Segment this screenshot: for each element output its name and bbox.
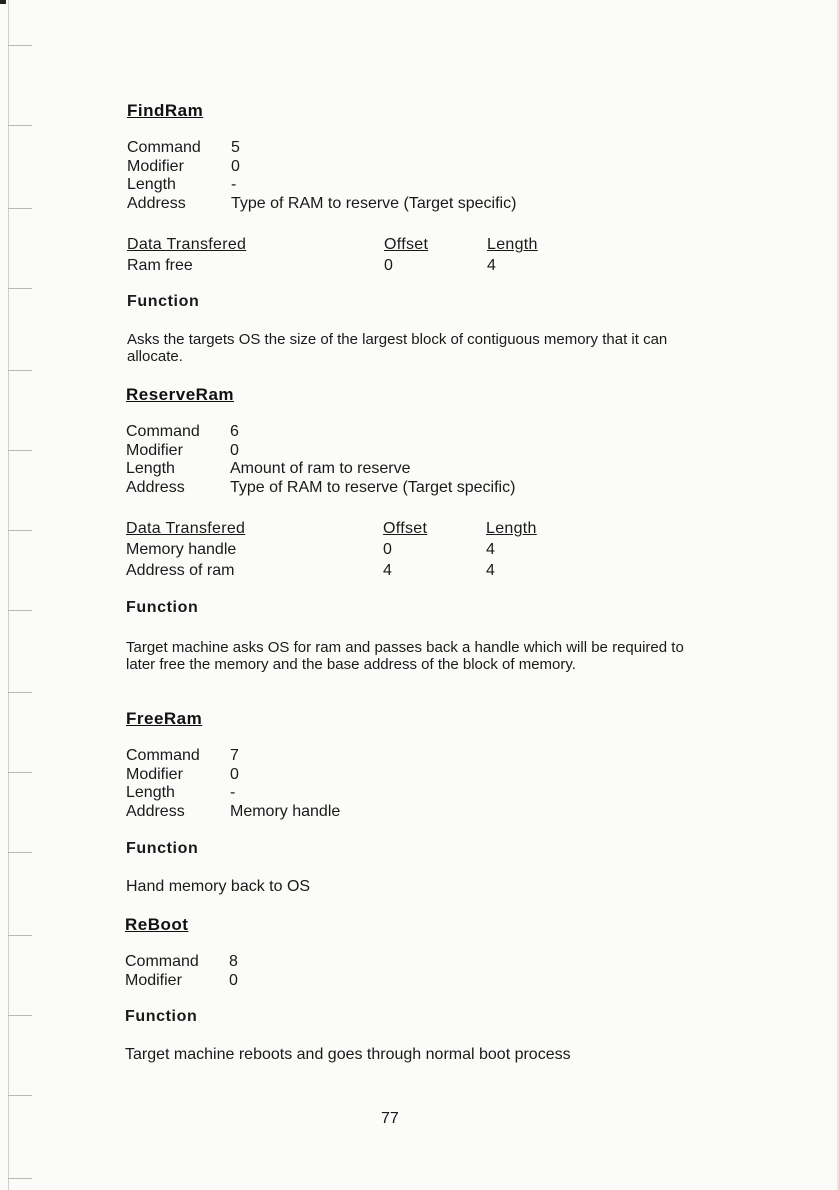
data-table-row [126,539,566,560]
cell-name: Address of ram [126,562,235,579]
header-offset: Offset [384,236,429,253]
param-value: 0 [229,971,238,989]
param-row [127,195,516,214]
header-length: Length [487,236,538,253]
margin-tick [8,125,32,126]
param-row [126,460,515,479]
margin-tick [8,935,32,936]
param-value: 7 [230,747,239,764]
header-offset: Offset [383,520,428,537]
param-row [125,972,238,991]
reserveram-description: Target machine asks OS for ram and passes back a handle which will be required to later free the memory and the base address of the block of memory. [126,639,684,673]
param-key: Address [126,478,185,496]
freeram-function-heading: Function [126,840,199,857]
param-key: Modifier [126,441,183,459]
param-row [126,442,515,461]
param-value: - [231,176,237,193]
param-row [126,747,340,766]
cell-length: 4 [486,541,495,558]
margin-tick [8,692,32,693]
cell-length: 4 [486,562,495,579]
margin-tick [8,288,32,289]
reboot-params [125,953,238,990]
findram-data-table [127,234,567,276]
param-row [126,784,340,803]
reserveram-params [126,423,515,497]
param-key: Command [125,953,199,970]
margin-tick [8,530,32,531]
data-table-row [127,255,567,276]
param-value: 0 [230,765,239,783]
reserveram-function-heading: Function [126,599,199,616]
freeram-title: FreeRam [126,709,203,728]
param-key: Address [127,194,186,212]
findram-description: Asks the targets OS the size of the largest block of contiguous memory that it can allocate. [127,331,668,365]
findram-title: FindRam [127,101,204,120]
freeram-params [126,747,340,821]
param-row [127,176,516,195]
param-value: 6 [230,423,239,440]
cell-length: 4 [487,257,496,274]
corner-mark [0,0,6,4]
binder-margin-line [8,0,9,1190]
param-row [127,139,516,158]
param-key: Length [126,460,175,477]
findram-params [127,139,516,213]
param-key: Command [126,747,200,764]
margin-tick [8,208,32,209]
param-key: Length [127,176,176,193]
param-value: Type of RAM to reserve (Target specific) [231,194,517,212]
param-row [126,803,340,822]
param-value: - [230,784,236,801]
param-value: 5 [231,139,240,156]
data-table-header [127,234,567,255]
param-row [127,158,516,177]
data-table-header [126,518,566,539]
header-data-transfered: Data Transfered [126,520,246,537]
param-value: Type of RAM to reserve (Target specific) [230,478,516,496]
param-key: Modifier [127,157,184,175]
margin-tick [8,1178,32,1179]
param-row [126,423,515,442]
param-value: Amount of ram to reserve [230,460,411,477]
param-key: Length [126,784,175,801]
cell-offset: 4 [383,562,392,579]
param-value: 0 [231,157,240,175]
freeram-description: Hand memory back to OS [126,878,311,895]
header-length: Length [486,520,537,537]
param-key: Command [126,423,200,440]
param-key: Modifier [126,765,183,783]
margin-tick [8,450,32,451]
margin-tick [8,370,32,371]
data-table-row [126,560,566,581]
margin-tick [8,610,32,611]
param-key: Modifier [125,971,182,989]
param-row [126,766,340,785]
margin-tick [8,852,32,853]
param-key: Command [127,139,201,156]
margin-tick [8,1095,32,1096]
cell-name: Ram free [127,257,193,274]
param-row [125,953,238,972]
cell-offset: 0 [383,541,392,558]
param-value: Memory handle [230,802,341,820]
margin-tick [8,45,32,46]
param-value: 0 [230,441,239,459]
cell-name: Memory handle [126,541,237,558]
reboot-description: Target machine reboots and goes through normal boot process [125,1046,571,1063]
reserveram-data-table [126,518,566,581]
param-key: Address [126,802,185,820]
page-number: 77 [381,1110,399,1127]
findram-function-heading: Function [127,293,200,310]
reserveram-title: ReserveRam [126,385,235,404]
header-data-transfered: Data Transfered [127,236,247,253]
margin-tick [8,1015,32,1016]
param-value: 8 [229,953,238,970]
param-row [126,479,515,498]
cell-offset: 0 [384,257,393,274]
margin-tick [8,772,32,773]
reboot-title: ReBoot [125,915,189,934]
reboot-function-heading: Function [125,1008,198,1025]
